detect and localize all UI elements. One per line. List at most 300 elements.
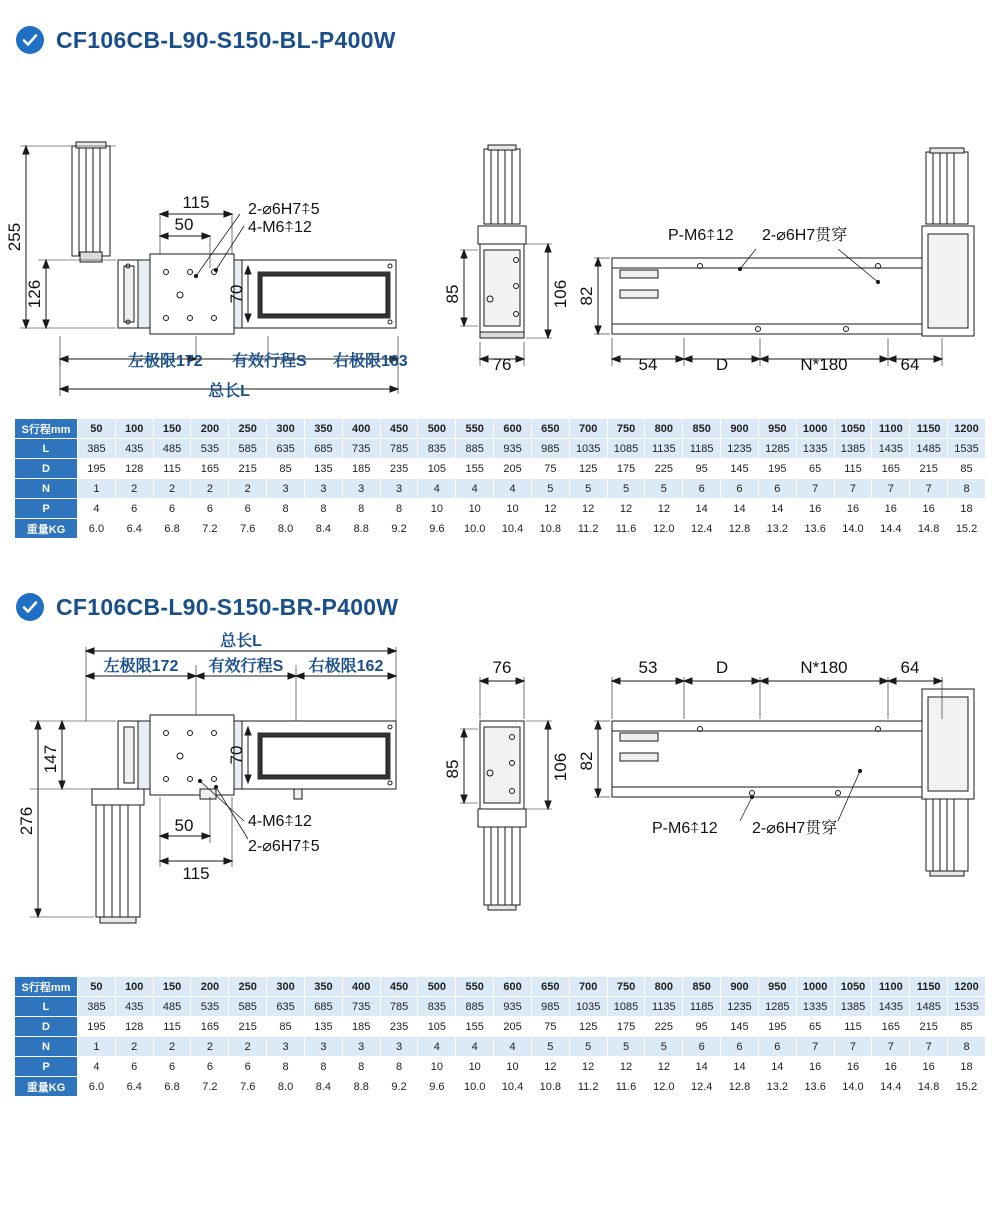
cell: 195 <box>78 1017 116 1037</box>
cell: 1485 <box>910 997 948 1017</box>
cell: 235 <box>380 459 418 479</box>
cell: 135 <box>304 1017 342 1037</box>
cell: 1335 <box>796 997 834 1017</box>
row-label: 重量KG <box>15 1077 78 1097</box>
row-label: P <box>15 499 78 519</box>
cell: 385 <box>78 439 116 459</box>
cell: 215 <box>910 1017 948 1037</box>
cell: 950 <box>758 419 796 439</box>
cell: 2 <box>153 479 191 499</box>
cell: 12 <box>645 499 683 519</box>
cell: 1435 <box>872 439 910 459</box>
cell: 8 <box>948 479 986 499</box>
cell: 8 <box>380 1057 418 1077</box>
cell: 85 <box>948 1017 986 1037</box>
cell: 165 <box>191 459 229 479</box>
cell: 195 <box>758 459 796 479</box>
note-hole-1: 2-⌀6H7⍏5 <box>248 201 320 218</box>
cell: 850 <box>683 419 721 439</box>
cell: 1200 <box>948 977 986 997</box>
cell: 1100 <box>872 419 910 439</box>
cell: 5 <box>645 479 683 499</box>
cell: 900 <box>721 419 759 439</box>
cell: 12 <box>645 1057 683 1077</box>
cell: 105 <box>418 459 456 479</box>
note-hole-1-2: 4-M6⍏12 <box>248 813 312 830</box>
product-section-2 <box>0 593 1000 1097</box>
dim-76-2: 76 <box>492 658 512 677</box>
cell: 205 <box>494 459 532 479</box>
dim-53: 53 <box>638 658 658 677</box>
cell: 250 <box>229 419 267 439</box>
cell: 9.2 <box>380 519 418 539</box>
cell: 13.2 <box>758 519 796 539</box>
note-hole-2: 4-M6⍏12 <box>248 219 312 236</box>
cell: 1035 <box>569 439 607 459</box>
cell: 250 <box>229 977 267 997</box>
cell: 6 <box>191 1057 229 1077</box>
table-row <box>15 1077 986 1097</box>
cell: 16 <box>834 1057 872 1077</box>
cell: 2 <box>153 1037 191 1057</box>
cell: 12.4 <box>683 519 721 539</box>
cell: 6.0 <box>78 519 116 539</box>
cell: 8 <box>304 1057 342 1077</box>
cell: 10 <box>456 499 494 519</box>
cell: 12 <box>569 499 607 519</box>
section-heading-1 <box>0 26 1000 54</box>
cell: 1 <box>78 479 116 499</box>
cell: 1385 <box>834 997 872 1017</box>
cell: 1235 <box>721 439 759 459</box>
cell: 175 <box>607 1017 645 1037</box>
cell: 6.8 <box>153 519 191 539</box>
cell: 2 <box>115 1037 153 1057</box>
cell: 6.4 <box>115 1077 153 1097</box>
dim-147: 147 <box>41 744 60 774</box>
spec-table-1 <box>14 418 986 539</box>
cell: 12.8 <box>721 1077 759 1097</box>
cell: 435 <box>115 439 153 459</box>
cell: 450 <box>380 977 418 997</box>
label-right-limit: 右极限163 <box>333 353 408 370</box>
cell: 6 <box>758 1037 796 1057</box>
cell: 6 <box>721 479 759 499</box>
cell: 50 <box>78 419 116 439</box>
cell: 3 <box>304 479 342 499</box>
cell: 16 <box>796 499 834 519</box>
dim-70: 70 <box>227 284 246 304</box>
dim-50-2: 50 <box>174 816 194 835</box>
note-pm6: P-M6⍏12 <box>668 227 734 244</box>
cell: 10.4 <box>494 519 532 539</box>
cell: 750 <box>607 419 645 439</box>
cell: 5 <box>531 479 569 499</box>
cell: 155 <box>456 1017 494 1037</box>
cell: 205 <box>494 1017 532 1037</box>
dim-N180-2: N*180 <box>800 658 848 677</box>
cell: 95 <box>683 1017 721 1037</box>
cell: 12 <box>607 1057 645 1077</box>
cell: 85 <box>948 459 986 479</box>
cell: 175 <box>607 459 645 479</box>
cell: 1385 <box>834 439 872 459</box>
cell: 485 <box>153 997 191 1017</box>
cell: 11.6 <box>607 1077 645 1097</box>
cell: 225 <box>645 459 683 479</box>
cell: 485 <box>153 439 191 459</box>
cell: 7 <box>872 1037 910 1057</box>
table-row <box>15 1037 986 1057</box>
cell: 435 <box>115 997 153 1017</box>
row-label: N <box>15 1037 78 1057</box>
cell: 6 <box>191 499 229 519</box>
cell: 8 <box>342 499 380 519</box>
cell: 400 <box>342 977 380 997</box>
cell: 8 <box>342 1057 380 1077</box>
cell: 1085 <box>607 997 645 1017</box>
cell: 1235 <box>721 997 759 1017</box>
cell: 300 <box>267 977 305 997</box>
cell: 14.4 <box>872 1077 910 1097</box>
cell: 165 <box>872 459 910 479</box>
cell: 735 <box>342 439 380 459</box>
note-hole-through-2: 2-⌀6H7贯穿 <box>752 820 838 837</box>
spec-table-2 <box>14 976 986 1097</box>
cell: 15.2 <box>948 519 986 539</box>
cell: 145 <box>721 1017 759 1037</box>
cell: 950 <box>758 977 796 997</box>
label-left-limit: 左极限172 <box>128 353 203 370</box>
cell: 215 <box>229 459 267 479</box>
cell: 935 <box>494 997 532 1017</box>
cell: 12.4 <box>683 1077 721 1097</box>
cell: 7 <box>834 479 872 499</box>
cell: 8.0 <box>267 519 305 539</box>
cell: 350 <box>304 977 342 997</box>
row-label: D <box>15 459 78 479</box>
cell: 7 <box>834 1037 872 1057</box>
cell: 400 <box>342 419 380 439</box>
dim-276: 276 <box>17 806 36 836</box>
table-row <box>15 977 986 997</box>
cell: 585 <box>229 439 267 459</box>
row-label: S行程mm <box>15 977 78 997</box>
cell: 1150 <box>910 419 948 439</box>
cell: 16 <box>796 1057 834 1077</box>
cell: 8.8 <box>342 1077 380 1097</box>
cell: 5 <box>569 1037 607 1057</box>
cell: 4 <box>456 1037 494 1057</box>
product-section-1 <box>0 0 1000 539</box>
cell: 7 <box>872 479 910 499</box>
cell: 3 <box>267 1037 305 1057</box>
cell: 165 <box>872 1017 910 1037</box>
cell: 115 <box>153 459 191 479</box>
label-total-length-2: 总长L <box>220 633 262 650</box>
cell: 7.6 <box>229 519 267 539</box>
table-row <box>15 499 986 519</box>
cell: 835 <box>418 997 456 1017</box>
cell: 85 <box>267 1017 305 1037</box>
row-label: L <box>15 997 78 1017</box>
cell: 235 <box>380 1017 418 1037</box>
cell: 1050 <box>834 419 872 439</box>
cell: 6.8 <box>153 1077 191 1097</box>
cell: 5 <box>607 479 645 499</box>
cell: 115 <box>153 1017 191 1037</box>
cell: 835 <box>418 439 456 459</box>
cell: 15.2 <box>948 1077 986 1097</box>
cell: 155 <box>456 459 494 479</box>
cell: 85 <box>267 459 305 479</box>
cell: 800 <box>645 419 683 439</box>
cell: 1535 <box>948 997 986 1017</box>
cell: 985 <box>531 439 569 459</box>
cell: 450 <box>380 419 418 439</box>
dim-D-2: D <box>715 658 729 677</box>
cell: 14 <box>683 499 721 519</box>
cell: 9.2 <box>380 1077 418 1097</box>
note-pm6-2: P-M6⍏12 <box>652 820 718 837</box>
cell: 1135 <box>645 997 683 1017</box>
cell: 14.8 <box>910 1077 948 1097</box>
cell: 8 <box>380 499 418 519</box>
cell: 3 <box>342 1037 380 1057</box>
cell: 600 <box>494 419 532 439</box>
row-label: L <box>15 439 78 459</box>
cell: 13.6 <box>796 1077 834 1097</box>
cell: 1150 <box>910 977 948 997</box>
cell: 8.4 <box>304 519 342 539</box>
cell: 4 <box>418 1037 456 1057</box>
cell: 14.8 <box>910 519 948 539</box>
cell: 1 <box>78 1037 116 1057</box>
cell: 1185 <box>683 439 721 459</box>
dim-106: 106 <box>551 279 570 309</box>
cell: 385 <box>78 997 116 1017</box>
cell: 6 <box>229 499 267 519</box>
cell: 8.0 <box>267 1077 305 1097</box>
cell: 125 <box>569 1017 607 1037</box>
cell: 885 <box>456 997 494 1017</box>
cell: 885 <box>456 439 494 459</box>
cell: 5 <box>531 1037 569 1057</box>
cell: 10.4 <box>494 1077 532 1097</box>
row-label: D <box>15 1017 78 1037</box>
cell: 14 <box>721 499 759 519</box>
cell: 6 <box>683 479 721 499</box>
cell: 50 <box>78 977 116 997</box>
dim-85-2: 85 <box>443 759 462 779</box>
cell: 7 <box>796 479 834 499</box>
cell: 128 <box>115 459 153 479</box>
cell: 11.2 <box>569 519 607 539</box>
cell: 12.0 <box>645 1077 683 1097</box>
dim-64-2: 64 <box>900 658 920 677</box>
cell: 2 <box>191 1037 229 1057</box>
cell: 1485 <box>910 439 948 459</box>
cell: 300 <box>267 419 305 439</box>
table-row <box>15 439 986 459</box>
cell: 3 <box>342 479 380 499</box>
dim-50: 50 <box>174 215 194 234</box>
page-title-2: CF106CB-L90-S150-BR-P400W <box>56 593 399 620</box>
cell: 6 <box>229 1057 267 1077</box>
cell: 125 <box>569 459 607 479</box>
cell: 128 <box>115 1017 153 1037</box>
cell: 185 <box>342 459 380 479</box>
dim-106-2: 106 <box>551 752 570 782</box>
section-heading-2 <box>0 593 1000 621</box>
cell: 1185 <box>683 997 721 1017</box>
cell: 900 <box>721 977 759 997</box>
cell: 215 <box>910 459 948 479</box>
cell: 11.2 <box>569 1077 607 1097</box>
cell: 350 <box>304 419 342 439</box>
cell: 6 <box>758 479 796 499</box>
cell: 12.0 <box>645 519 683 539</box>
cell: 150 <box>153 977 191 997</box>
cell: 550 <box>456 977 494 997</box>
cell: 135 <box>304 459 342 479</box>
table-row <box>15 459 986 479</box>
cell: 95 <box>683 459 721 479</box>
cell: 65 <box>796 1017 834 1037</box>
cell: 100 <box>115 419 153 439</box>
cell: 8 <box>304 499 342 519</box>
cell: 4 <box>456 479 494 499</box>
table-row <box>15 1017 986 1037</box>
table-row <box>15 997 986 1017</box>
cell: 4 <box>494 1037 532 1057</box>
cell: 100 <box>115 977 153 997</box>
cell: 16 <box>872 1057 910 1077</box>
cell: 14 <box>721 1057 759 1077</box>
cell: 14.4 <box>872 519 910 539</box>
cell: 14 <box>758 1057 796 1077</box>
cell: 650 <box>531 419 569 439</box>
cell: 2 <box>229 1037 267 1057</box>
row-label: S行程mm <box>15 419 78 439</box>
check-circle-icon <box>16 26 44 54</box>
cell: 550 <box>456 419 494 439</box>
dim-115-2: 115 <box>182 864 210 883</box>
cell: 4 <box>78 1057 116 1077</box>
cell: 1050 <box>834 977 872 997</box>
technical-drawing-2 <box>0 621 1000 946</box>
cell: 6 <box>683 1037 721 1057</box>
cell: 985 <box>531 997 569 1017</box>
cell: 1335 <box>796 439 834 459</box>
cell: 8 <box>267 1057 305 1077</box>
cell: 13.2 <box>758 1077 796 1097</box>
cell: 1535 <box>948 439 986 459</box>
cell: 1135 <box>645 439 683 459</box>
cell: 16 <box>910 1057 948 1077</box>
table-row <box>15 1057 986 1077</box>
cell: 4 <box>78 499 116 519</box>
dim-64: 64 <box>900 355 920 374</box>
cell: 75 <box>531 459 569 479</box>
cell: 600 <box>494 977 532 997</box>
note-hole-2-2: 2-⌀6H7⍏5 <box>248 838 320 855</box>
cell: 10 <box>494 1057 532 1077</box>
cell: 6 <box>721 1037 759 1057</box>
cell: 14 <box>683 1057 721 1077</box>
cell: 7.2 <box>191 1077 229 1097</box>
dim-54: 54 <box>638 355 658 374</box>
cell: 650 <box>531 977 569 997</box>
cell: 500 <box>418 977 456 997</box>
row-label: 重量KG <box>15 519 78 539</box>
cell: 6 <box>115 1057 153 1077</box>
cell: 585 <box>229 997 267 1017</box>
cell: 200 <box>191 419 229 439</box>
cell: 6.4 <box>115 519 153 539</box>
cell: 9.6 <box>418 1077 456 1097</box>
table-row <box>15 519 986 539</box>
cell: 1035 <box>569 997 607 1017</box>
dim-85: 85 <box>443 284 462 304</box>
cell: 1285 <box>758 997 796 1017</box>
cell: 935 <box>494 439 532 459</box>
cell: 8 <box>267 499 305 519</box>
cell: 12 <box>607 499 645 519</box>
cell: 10 <box>456 1057 494 1077</box>
row-label: P <box>15 1057 78 1077</box>
cell: 8 <box>948 1037 986 1057</box>
dim-70-2: 70 <box>227 745 246 765</box>
cell: 14 <box>758 499 796 519</box>
cell: 4 <box>494 479 532 499</box>
dim-82: 82 <box>577 286 596 306</box>
dim-N180: N*180 <box>800 355 848 374</box>
cell: 65 <box>796 459 834 479</box>
dim-76: 76 <box>492 355 512 374</box>
cell: 6 <box>115 499 153 519</box>
cell: 225 <box>645 1017 683 1037</box>
cell: 14.0 <box>834 1077 872 1097</box>
cell: 9.6 <box>418 519 456 539</box>
cell: 735 <box>342 997 380 1017</box>
cell: 145 <box>721 459 759 479</box>
cell: 635 <box>267 997 305 1017</box>
cell: 75 <box>531 1017 569 1037</box>
label-right-limit-2: 右极限162 <box>308 658 384 675</box>
cell: 785 <box>380 439 418 459</box>
label-stroke: 有效行程S <box>232 353 307 370</box>
cell: 2 <box>191 479 229 499</box>
cell: 195 <box>78 459 116 479</box>
cell: 215 <box>229 1017 267 1037</box>
cell: 165 <box>191 1017 229 1037</box>
cell: 11.6 <box>607 519 645 539</box>
dim-82-2: 82 <box>577 751 596 771</box>
cell: 785 <box>380 997 418 1017</box>
cell: 4 <box>418 479 456 499</box>
cell: 105 <box>418 1017 456 1037</box>
cell: 12 <box>531 499 569 519</box>
cell: 10 <box>494 499 532 519</box>
cell: 2 <box>229 479 267 499</box>
label-total-length: 总长L <box>208 383 250 400</box>
cell: 1000 <box>796 419 834 439</box>
cell: 150 <box>153 419 191 439</box>
dim-126: 126 <box>25 279 44 309</box>
cell: 2 <box>115 479 153 499</box>
cell: 12.8 <box>721 519 759 539</box>
